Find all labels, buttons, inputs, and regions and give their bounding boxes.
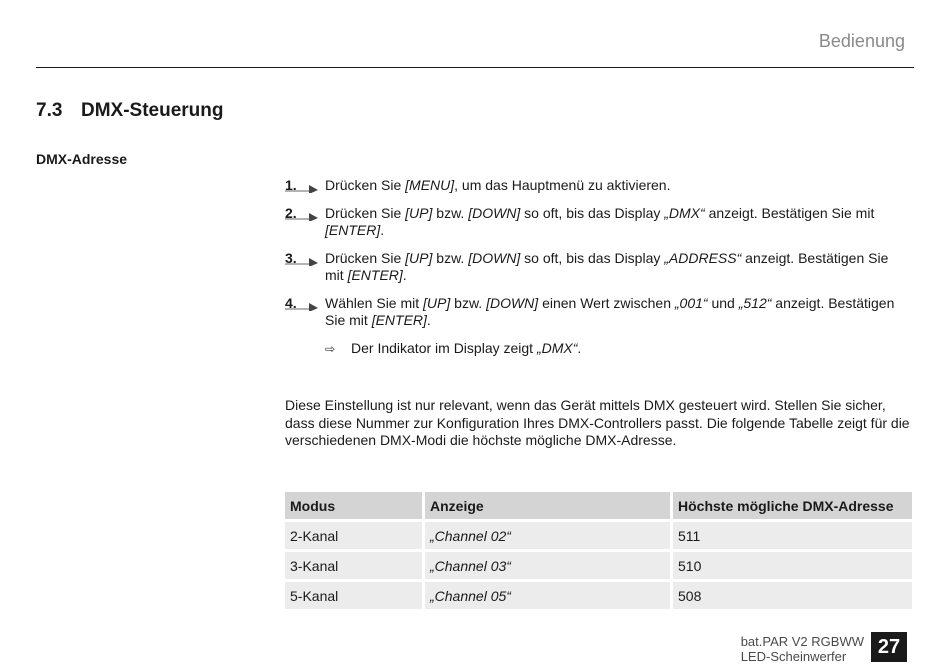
text-segment: so oft, bis das Display xyxy=(520,204,665,221)
text-segment: anzeigt. Bestätigen Sie mit xyxy=(325,294,895,328)
header-divider xyxy=(36,67,914,68)
table-cell: 508 xyxy=(673,582,912,609)
table-cell: 510 xyxy=(673,552,912,579)
text-segment: bzw. xyxy=(450,294,487,311)
table-cell: 3-Kanal xyxy=(285,552,422,579)
italic-text-segment: [ENTER] xyxy=(325,222,381,238)
text-segment: anzeigt. Bestätigen Sie mit xyxy=(704,204,875,221)
italic-text-segment: „ADDRESS“ xyxy=(664,249,742,266)
step-arrow-icon xyxy=(285,179,319,193)
italic-text-segment: [UP] xyxy=(405,249,433,266)
section-number: 7.3 xyxy=(36,100,63,121)
italic-text-segment: „001“ xyxy=(674,294,708,311)
step-text xyxy=(325,205,910,240)
table-cell: „Channel 02“ xyxy=(425,522,670,549)
italic-text-segment: [UP] xyxy=(423,294,451,311)
table-row xyxy=(285,552,912,579)
step-arrow-icon xyxy=(285,204,319,221)
step-text xyxy=(325,295,910,330)
step-item xyxy=(285,177,910,195)
section-heading xyxy=(36,100,224,122)
text-segment: bzw. xyxy=(432,204,469,221)
text-segment: . xyxy=(380,222,385,238)
footer-product-name xyxy=(741,634,864,664)
step-item xyxy=(285,295,910,330)
instruction-steps xyxy=(285,177,910,340)
step-arrow-icon xyxy=(285,249,319,266)
text-segment: Drücken Sie xyxy=(325,249,406,266)
text-segment: Der Indikator im Display zeigt xyxy=(351,340,537,356)
italic-text-segment: „DMX“ xyxy=(536,340,578,356)
text-segment: so oft, bis das Display xyxy=(520,249,665,266)
section-title: DMX-Steuerung xyxy=(81,100,224,121)
text-segment: und xyxy=(707,294,739,311)
italic-text-segment: „512“ xyxy=(738,294,772,311)
body-paragraph: Diese Einstellung ist nur relevant, wenn das Gerät mittels DMX gesteuert wird. Stellen Sie sicher, dass diese Nummer zur Konfiguration Ihres DMX-Controllers passt. Die folgende Tabelle zeigt für die verschiedenen DMX-Modi die höchste mögliche DMX-Adresse. xyxy=(285,397,910,449)
step-item xyxy=(285,250,910,285)
text-segment: Drücken Sie xyxy=(325,177,406,193)
table-header-row xyxy=(285,492,912,519)
step-text xyxy=(325,250,910,285)
step-number: 3. xyxy=(285,249,297,266)
text-segment: , um das Hauptmenü zu aktivieren. xyxy=(454,177,671,193)
italic-text-segment: [UP] xyxy=(405,204,433,221)
table-cell: 511 xyxy=(673,522,912,549)
subsection-heading: DMX-Adresse xyxy=(36,151,128,167)
text-segment: anzeigt. Bestätigen Sie mit xyxy=(325,249,889,283)
text-segment: . xyxy=(577,340,582,356)
text-segment: einen Wert zwischen xyxy=(538,294,675,311)
result-line xyxy=(325,340,581,356)
table-header-cell: Anzeige xyxy=(425,492,670,519)
table-cell: „Channel 03“ xyxy=(425,552,670,579)
table-cell: „Channel 05“ xyxy=(425,582,670,609)
step-number: 2. xyxy=(285,204,297,221)
text-segment: Drücken Sie xyxy=(325,204,406,221)
table-cell: 5-Kanal xyxy=(285,582,422,609)
italic-text-segment: [DOWN] xyxy=(486,294,539,311)
step-number: 4. xyxy=(285,294,297,311)
step-item xyxy=(285,205,910,240)
table-row xyxy=(285,582,912,609)
text-segment: bzw. xyxy=(432,249,469,266)
footer-product-line2: LED-Scheinwerfer xyxy=(740,649,847,664)
table-cell: 2-Kanal xyxy=(285,522,422,549)
footer-product-line1: bat.PAR V2 RGBWW xyxy=(740,634,864,649)
step-arrow-icon xyxy=(285,294,319,311)
table-row xyxy=(285,522,912,549)
dmx-address-table xyxy=(282,489,915,612)
page-number-badge: 27 xyxy=(871,632,907,662)
step-number: 1. xyxy=(285,177,297,193)
italic-text-segment: „DMX“ xyxy=(664,204,705,221)
table-header-cell: Höchste mögliche DMX-Adresse xyxy=(673,492,912,519)
text-segment: . xyxy=(402,267,407,283)
result-arrow-icon: ⇨ xyxy=(325,342,336,356)
table-header-cell: Modus xyxy=(285,492,422,519)
text-segment: . xyxy=(426,312,431,328)
header-section-title: Bedienung xyxy=(818,31,905,51)
italic-text-segment: [DOWN] xyxy=(468,249,521,266)
italic-text-segment: [ENTER] xyxy=(371,312,427,328)
italic-text-segment: [MENU] xyxy=(405,177,455,193)
italic-text-segment: [DOWN] xyxy=(468,204,521,221)
step-text xyxy=(325,177,910,195)
italic-text-segment: [ENTER] xyxy=(347,267,403,283)
result-text xyxy=(351,340,581,356)
text-segment: Wählen Sie mit xyxy=(325,294,424,311)
